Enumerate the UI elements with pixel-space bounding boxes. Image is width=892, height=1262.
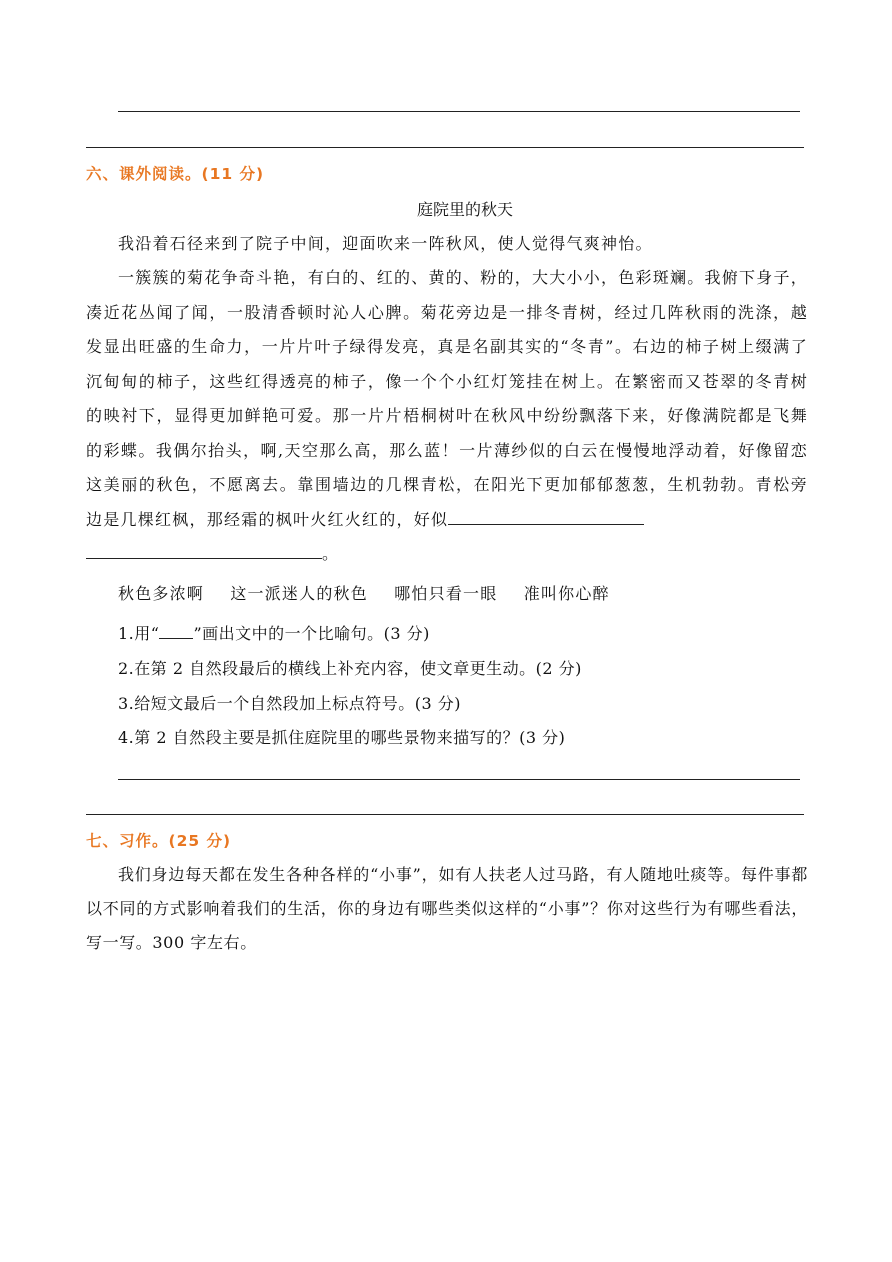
paragraph-text: 我沿着石径来到了院子中间，迎面吹来一阵秋风，使人觉得气爽神怡。	[118, 234, 653, 253]
passage-paragraph-1	[86, 227, 808, 262]
paragraph-text: 一簇簇的菊花争奇斗艳，有白的、红的、黄的、粉的，大大小小，色彩斑斓。我俯下身子，凑近花丛闻了闻，一股清香顿时沁人心脾。菊花旁边是一排冬青树，经过几阵秋雨的洗涤，越发显出旺盛的生命力，一片片叶子绿得发亮，真是名副其实的“冬青”。右边的柿子树上缀满了沉甸甸的柿子，这些红得透亮的柿子，像一个个小红灯笼挂在树上。在繁密而又苍翠的冬青树的映衬下，显得更加鲜艳可爱。那一片片梧桐树叶在秋风中纷纷飘落下来，好像满院都是飞舞的彩蝶。我偶尔抬头，啊,天空那么高，那么蓝！一片薄纱似的白云在慢慢地浮动着，好像留恋这美丽的秋色，不愿离去。靠围墙边的几棵青松，在阳光下更加郁郁葱葱，生机勃勃。青松旁边是几棵红枫，那经霜的枫叶火红火红的，好似	[86, 268, 809, 529]
answer-line[interactable]	[86, 814, 804, 815]
section-heading-reading: 六、课外阅读。(11 分)	[86, 165, 265, 183]
underline-symbol	[159, 624, 193, 639]
fill-in-blank[interactable]	[448, 506, 644, 525]
passage-paragraph-2	[86, 261, 808, 572]
section-heading-writing: 七、习作。(25 分)	[86, 832, 232, 850]
question-2: 2.在第 2 自然段最后的横线上补充内容，使文章更生动。(2 分)	[118, 659, 582, 678]
passage-title: 庭院里的秋天	[416, 200, 513, 219]
paragraph-text: 。	[322, 544, 340, 563]
question-3: 3.给短文最后一个自然段加上标点符号。(3 分)	[118, 694, 462, 713]
answer-line	[118, 111, 800, 112]
passage-paragraph-3	[118, 581, 630, 604]
answer-line	[86, 147, 804, 148]
question-1	[118, 621, 430, 644]
poem-line: 哪怕只看一眼	[394, 584, 498, 603]
poem-line: 这一派迷人的秋色	[230, 584, 368, 603]
question-text: ”画出文中的一个比喻句。(3 分)	[193, 624, 430, 643]
answer-line[interactable]	[118, 779, 800, 780]
writing-prompt: 我们身边每天都在发生各种各样的“小事”，如有人扶老人过马路，有人随地吐痰等。每件事都以不同的方式影响着我们的生活，你的身边有哪些类似这样的“小事”？你对这些行为有哪些看法，写一写。300 字左右。	[86, 865, 808, 952]
poem-line: 准叫你心醉	[523, 584, 610, 603]
fill-in-blank[interactable]	[86, 540, 322, 559]
question-text: 1.用“	[118, 624, 160, 643]
poem-line: 秋色多浓啊	[118, 584, 205, 603]
question-4: 4.第 2 自然段主要是抓住庭院里的哪些景物来描写的？(3 分)	[118, 728, 566, 747]
